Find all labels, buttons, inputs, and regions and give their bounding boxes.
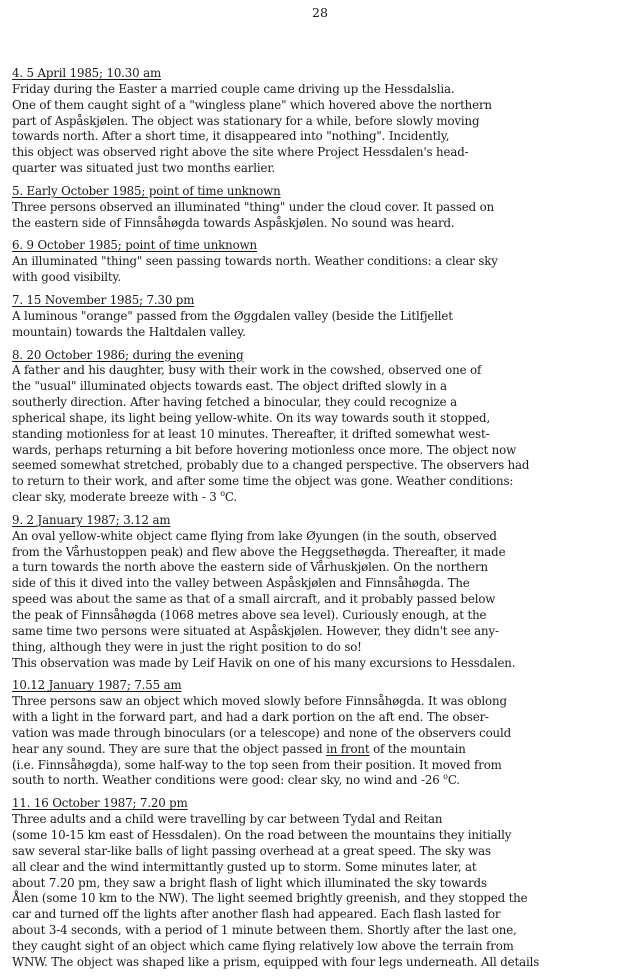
entry-9 — [12, 513, 632, 671]
entry-line: seemed somewhat stretched, probably due to a changed perspective. The observers had — [12, 458, 530, 473]
entry-line: saw several star-like balls of light passing overhead at a great speed. The sky was — [12, 843, 491, 858]
entry-10 — [12, 678, 632, 789]
entry-4 — [12, 66, 632, 177]
entry-line: southerly direction. After having fetched a binocular, they could recognize a — [12, 395, 457, 410]
degree-sign: o — [443, 772, 448, 782]
entry-line-temperature — [12, 773, 632, 789]
entry-line: Ålen (some 10 km to the NW). The light seemed brightly greenish, and they stopped the — [12, 891, 528, 906]
entry-heading: 10.12 January 1987; 7.55 am — [12, 678, 182, 693]
entry-line: This observation was made by Leif Havik on one of his many excursions to Hessdalen. — [12, 655, 516, 670]
entry-line: A luminous "orange" passed from the Øggdalen valley (beside the Litlfjellet — [12, 308, 453, 323]
entry-line: vation was made through binoculars (or a telescope) and none of the observers could — [12, 725, 512, 740]
entry-line-temperature — [12, 490, 632, 506]
entry-line: An oval yellow-white object came flying from lake Øyungen (in the south, observed — [12, 528, 497, 543]
entry-heading: 7. 15 November 1985; 7.30 pm — [12, 292, 195, 307]
entry-line: wards, perhaps returning a bit before hovering motionless once more. The object now — [12, 442, 517, 457]
entry-line-emphasis — [12, 742, 632, 758]
entry-line: side of this it dived into the valley between Aspåskjølen and Finnsåhøgda. The — [12, 576, 470, 591]
entry-line: to return to their work, and after some time the object was gone. Weather conditions: — [12, 474, 514, 489]
entry-line: the peak of Finnsåhøgda (1068 metres above sea level). Curiously enough, at the — [12, 608, 487, 622]
entry-6 — [12, 238, 632, 286]
entry-line: standing motionless for at least 10 minutes. Thereafter, it drifted somewhat west- — [12, 426, 490, 441]
entry-text: clear sky, moderate breeze with - 3 — [12, 490, 221, 505]
entry-line: quarter was situated just two months earlier. — [12, 161, 276, 176]
entry-7 — [12, 293, 632, 341]
degree-sign: o — [220, 489, 225, 499]
entry-line: Three persons observed an illuminated "thing" under the cloud cover. It passed on — [12, 199, 495, 214]
entry-line: the "usual" illuminated objects towards east. The object drifted slowly in a — [12, 379, 447, 394]
entry-line: mountain) towards the Haltdalen valley. — [12, 324, 246, 339]
entry-line: One of them caught sight of a "wingless plane" which hovered above the northern — [12, 97, 492, 112]
entry-line: WNW. The object was shaped like a prism, equipped with four legs underneath. All details — [12, 954, 540, 969]
entry-line: (some 10-15 km east of Hessdalen). On the road between the mountains they initially — [12, 827, 512, 842]
entry-8 — [12, 348, 632, 506]
entry-line: (i.e. Finnsåhøgda), some half-way to the top seen from their position. It moved from — [12, 757, 502, 772]
entry-heading: 8. 20 October 1986; during the evening — [12, 347, 244, 362]
entry-heading: 6. 9 October 1985; point of time unknown — [12, 238, 257, 253]
entry-heading: 9. 2 January 1987; 3.12 am — [12, 512, 171, 527]
entry-line: all clear and the wind intermittantly gusted up to storm. Some minutes later, at — [12, 859, 477, 874]
entry-line: A father and his daughter, busy with their work in the cowshed, observed one of — [12, 363, 482, 378]
entry-line: about 3-4 seconds, with a period of 1 minute between them. Shortly after the last one, — [12, 923, 517, 938]
entry-line: with good visibilty. — [12, 270, 121, 285]
entry-heading: 5. Early October 1985; point of time unknown — [12, 183, 281, 198]
entry-line: the eastern side of Finnsåhøgda towards Aspåskjølen. No sound was heard. — [12, 215, 455, 230]
entry-11 — [12, 796, 632, 970]
entry-heading: 11. 16 October 1987; 7.20 pm — [12, 796, 188, 811]
entry-line: speed was about the same as that of a small aircraft, and it probably passed below — [12, 592, 496, 607]
page-number: 28 — [312, 5, 328, 20]
entry-line: with a light in the forward part, and had a dark portion on the aft end. The obser- — [12, 710, 489, 725]
entry-line: Three adults and a child were travelling by car between Tydal and Reitan — [12, 812, 443, 827]
entry-text: south to north. Weather conditions were good: clear sky, no wind and -26 — [12, 773, 444, 788]
entry-line: spherical shape, its light being yellow-white. On its way towards south it stopped, — [12, 410, 491, 425]
entry-text: of the mountain — [369, 741, 466, 756]
entry-line: Friday during the Easter a married couple came driving up the Hessdalslia. — [12, 81, 455, 96]
entry-line: An illuminated "thing" seen passing towards north. Weather conditions: a clear sky — [12, 254, 498, 269]
entry-line: they caught sight of an object which came flying relatively low above the terrain from — [12, 938, 514, 953]
entry-text: hear any sound. They are sure that the object passed — [12, 741, 327, 756]
entry-line: same time two persons were situated at Aspåskjølen. However, they didn't see any- — [12, 623, 499, 638]
document-body — [12, 66, 632, 978]
entry-line: car and turned off the lights after another flash had appeared. Each flash lasted for — [12, 907, 501, 922]
entry-line: towards north. After a short time, it disappeared into "nothing". Incidently, — [12, 129, 450, 144]
temperature-unit: C. — [224, 490, 237, 505]
entry-heading: 4. 5 April 1985; 10.30 am — [12, 66, 162, 80]
temperature-unit: C. — [447, 773, 460, 788]
entry-line: about 7.20 pm, they saw a bright flash of light which illuminated the sky towards — [12, 875, 487, 890]
entry-line: Three persons saw an object which moved slowly before Finnsåhøgda. It was oblong — [12, 694, 507, 709]
entry-line: a turn towards the north above the eastern side of Vårhuskjølen. On the northern — [12, 560, 488, 575]
entry-line: thing, although they were in just the right position to do so! — [12, 639, 362, 654]
entry-line: from the Vårhustoppen peak) and flew above the Heggsethøgda. Thereafter, it made — [12, 544, 506, 559]
entry-line: part of Aspåskjølen. The object was stationary for a while, before slowly moving — [12, 113, 480, 128]
entry-5 — [12, 184, 632, 232]
entry-line: this object was observed right above the site where Project Hessdalen's head- — [12, 145, 469, 160]
underlined-phrase: in front — [326, 741, 370, 756]
